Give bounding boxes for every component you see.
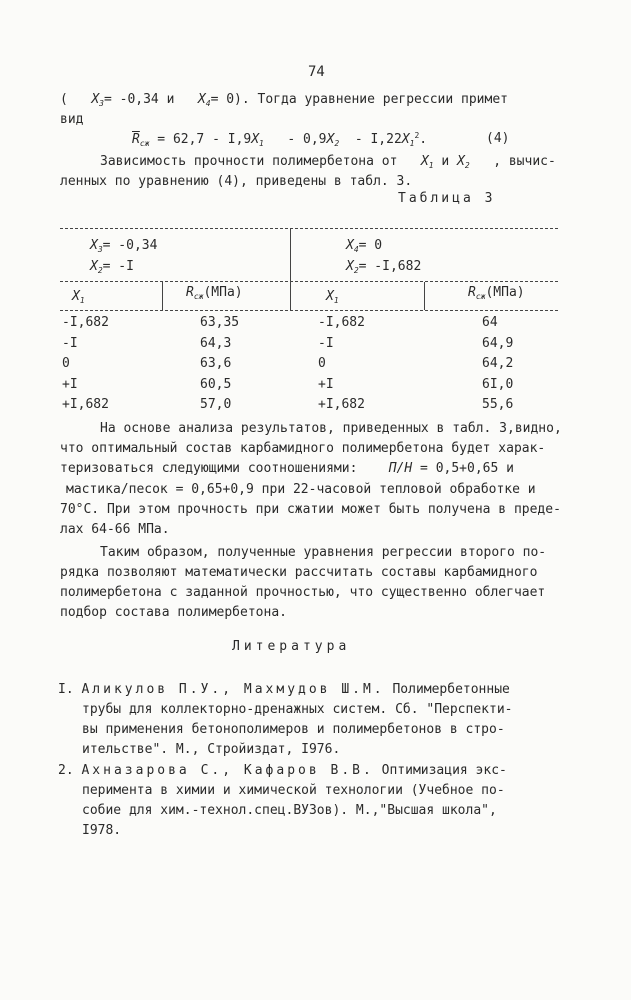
table-cell: 64	[482, 315, 498, 330]
table-cell: 63,6	[200, 356, 232, 371]
table-header-rule	[60, 281, 558, 282]
reference-2-line-3: собие для хим.-технол.спец.ВУЗов). М.,"Высшая школа",	[82, 803, 497, 818]
table-cell: 64,3	[200, 335, 232, 351]
para2-line-5: 70°С. При этом прочность при сжатии может быть получена в преде-	[60, 502, 561, 517]
reference-1-line-2: трубы для коллекторно-дренажных систем. Сб. "Перспекти-	[82, 702, 513, 717]
table-right-col-divider	[424, 282, 425, 310]
para3-line-1: Таким образом, полученные уравнения регрессии второго по-	[100, 545, 547, 560]
table-cell: 0	[62, 356, 70, 371]
regression-equation: $\overline{R}_{сж} = 62,7 - I,9X_1$ - $0,9X_2 - I,22X_1^2$.	[132, 131, 428, 148]
table-cell: +I,682	[62, 397, 109, 412]
table-cell: 57,0	[200, 397, 232, 412]
table-cell: 60,5	[200, 376, 232, 392]
table-left-col-divider	[162, 282, 163, 310]
para1-line-1: Зависимость прочности полимербетона от $X_1$ и $X_2$ , вычис-	[100, 154, 556, 170]
table-cell: 6I,0	[482, 376, 514, 392]
table-cell: -I	[62, 335, 78, 351]
table-cell: 64,9	[482, 335, 514, 351]
left-condition-1: $X_3= -0,34$	[90, 238, 158, 254]
table-cell: +I,682	[318, 397, 365, 412]
table-cell: 55,6	[482, 397, 514, 412]
para2-line-1: На основе анализа результатов, приведенных в табл. 3,видно,	[100, 421, 562, 436]
right-col-header-x: $X_1$	[326, 289, 339, 305]
intro-line-2: вид	[60, 112, 84, 127]
para2-line-4: мастика/песок = 0,65+0,9 при 22-часовой тепловой обработке и	[66, 482, 536, 497]
para1-line-2: ленных по уравнению (4), приведены в табл. 3.	[60, 174, 413, 189]
table-caption: Таблица 3	[398, 191, 496, 206]
reference-2-line-4: I978.	[82, 823, 122, 838]
table-center-divider	[290, 228, 291, 311]
para3-line-4: подбор состава полимербетона.	[60, 605, 287, 620]
table-cell: 64,2	[482, 356, 514, 371]
table-cell: +I	[318, 376, 334, 392]
table-cell: 63,35	[200, 315, 240, 330]
reference-1-line-1: I. Аликулов П.У., Махмудов Ш.М. Полимербетонные	[58, 682, 510, 697]
reference-2-line-2: перимента в химии и химической технологии (Учебное по-	[82, 783, 505, 798]
intro-line-1: ( $X_3= -0,34$ и $X_4= 0$). Тогда уравнение регрессии примет	[60, 92, 508, 108]
para3-line-2: рядка позволяют математически рассчитать составы карбамидного	[60, 565, 538, 580]
page-number: 74	[308, 64, 325, 80]
references-heading: Литература	[232, 639, 351, 654]
right-condition-1: $X_4= 0$	[346, 238, 383, 254]
left-col-header-x: $X_1$	[72, 289, 85, 305]
right-condition-2: $X_2= -I,682$	[346, 259, 422, 275]
reference-1-line-3: вы применения бетонополимеров и полимербетонов в стро-	[82, 722, 505, 737]
table-cell: +I	[62, 376, 78, 392]
table-cell: -I,682	[318, 315, 365, 330]
para2-line-2: что оптимальный состав карбамидного полимербетона будет харак-	[60, 441, 546, 456]
table-cell: -I	[318, 335, 334, 351]
reference-2-line-1: 2. Ахназарова С., Кафаров В.В. Оптимизация экс-	[58, 763, 507, 778]
equation-number: (4)	[486, 131, 510, 146]
table-cell: -I,682	[62, 315, 109, 330]
reference-1-line-4: ительстве". М., Стройиздат, I976.	[82, 742, 341, 757]
table-top-rule	[60, 228, 558, 229]
para2-line-3: теризоваться следующими соотношениями: П/Н = 0,5+0,65 и	[60, 461, 514, 476]
para2-line-6: лах 64-66 МПа.	[60, 522, 170, 537]
left-condition-2: $X_2= -I$	[90, 259, 134, 275]
para3-line-3: полимербетона с заданной прочностью, что существенно облегчает	[60, 585, 546, 600]
left-col-header-r: $R_{сж}(МПа)$	[186, 285, 243, 301]
right-col-header-r: $R_{сж}(МПа)$	[468, 285, 525, 301]
table-cell: 0	[318, 356, 326, 371]
table-colhead-rule	[60, 310, 558, 311]
